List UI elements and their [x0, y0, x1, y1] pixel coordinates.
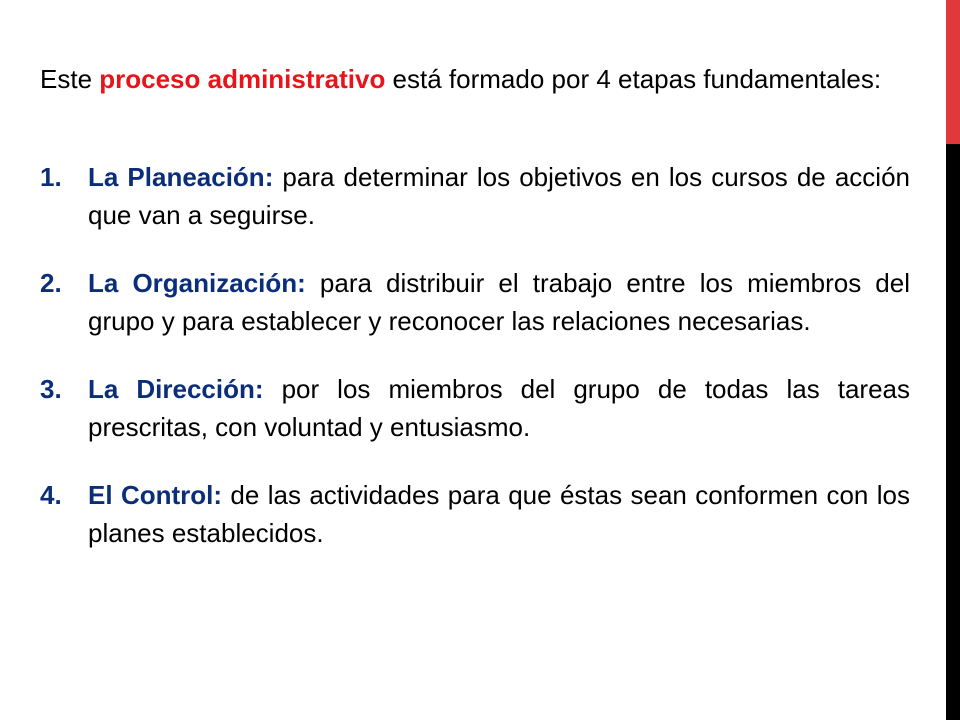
- stage-number: 4.: [40, 480, 62, 510]
- stage-text: de las actividades para que éstas sean conformen con los planes establecidos.: [88, 480, 910, 548]
- stage-number: 3.: [40, 374, 62, 404]
- stage-title: El Control:: [88, 480, 223, 510]
- accent-bar-black: [946, 144, 960, 720]
- stage-title: La Organización:: [88, 268, 306, 298]
- stage-text: por los miembros del grupo de todas las tareas prescritas, con voluntad y entusiasmo.: [88, 374, 910, 442]
- intro-highlight: proceso administrativo: [99, 64, 386, 94]
- intro-rest: está formado por 4 etapas fundamentales:: [385, 64, 882, 94]
- slide-content: [40, 60, 910, 582]
- stage-item: [40, 370, 910, 446]
- intro-lead: Este: [40, 64, 100, 94]
- accent-bar-red: [946, 0, 960, 144]
- stages-list: [40, 158, 910, 552]
- intro-paragraph: [40, 60, 910, 98]
- stage-item: [40, 476, 910, 552]
- stage-text: para determinar los objetivos en los cursos de acción que van a seguirse.: [88, 162, 910, 230]
- stage-title: La Dirección:: [88, 374, 264, 404]
- stage-item: [40, 158, 910, 234]
- stage-title: La Planeación:: [88, 162, 274, 192]
- stage-text: para distribuir el trabajo entre los miembros del grupo y para establecer y reconocer las relaciones necesarias.: [88, 268, 911, 336]
- stage-item: [40, 264, 910, 340]
- stage-number: 2.: [40, 268, 62, 298]
- stage-number: 1.: [40, 162, 62, 192]
